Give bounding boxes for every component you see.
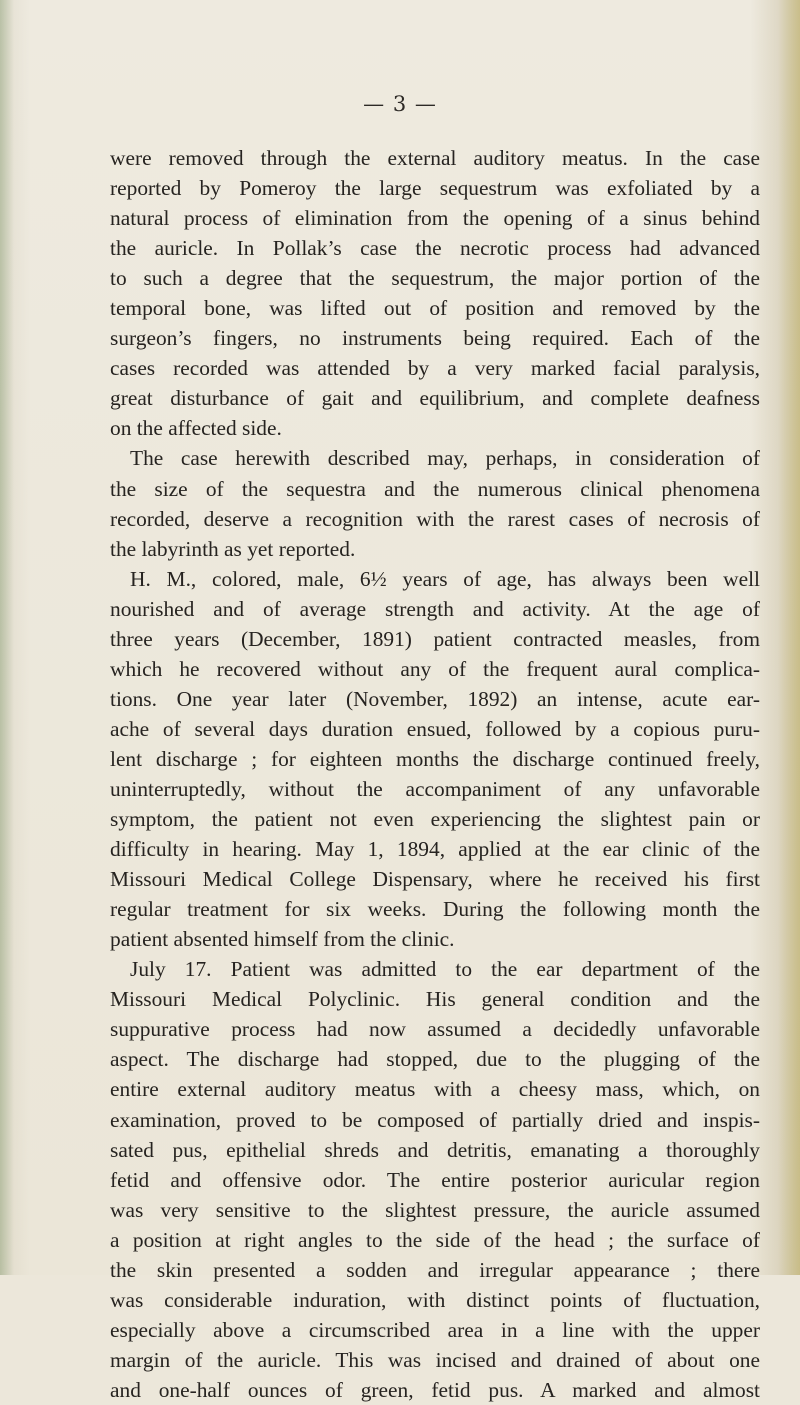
text-line: the skin presented a sodden and irregular appearance ; there <box>110 1257 760 1282</box>
text-line: sated pus, epithelial shreds and detritis, emanating a thoroughly <box>110 1137 760 1162</box>
text-line: aspect. The discharge had stopped, due to the plugging of the <box>110 1047 760 1072</box>
text-line: examination, proved to be composed of partially dried and inspis- <box>110 1107 760 1132</box>
text-line: a position at right angles to the side of the head ; the surface of <box>110 1227 760 1252</box>
text-line: was very sensitive to the slightest pressure, the auricle assumed <box>110 1197 760 1222</box>
text-line: reported by Pomeroy the large sequestrum was exfoliated by a <box>110 176 760 201</box>
text-line: natural process of elimination from the opening of a sinus behind <box>110 206 760 231</box>
text-line: lent discharge ; for eighteen months the discharge continued freely, <box>110 746 760 771</box>
text-line: great disturbance of gait and equilibrium, and complete deafness <box>110 386 760 411</box>
text-line: difficulty in hearing. May 1, 1894, applied at the ear clinic of the <box>110 837 760 862</box>
text-line: margin of the auricle. This was incised and drained of about one <box>110 1347 760 1372</box>
text-line: suppurative process had now assumed a decidedly unfavorable <box>110 1017 760 1042</box>
text-line: cases recorded was attended by a very marked facial paralysis, <box>110 356 760 381</box>
page-right-edge <box>778 0 800 1275</box>
page-number: — 3 — <box>363 92 437 116</box>
text-line: which he recovered without any of the frequent aural complica- <box>110 656 760 681</box>
text-line: entire external auditory meatus with a cheesy mass, which, on <box>110 1077 760 1102</box>
text-line: patient absented himself from the clinic. <box>110 927 455 952</box>
text-line: was considerable induration, with distinct points of fluctuation, <box>110 1287 760 1312</box>
text-line: recorded, deserve a recognition with the rarest cases of necrosis of <box>110 506 760 531</box>
text-line: the labyrinth as yet reported. <box>110 536 356 561</box>
text-line: symptom, the patient not even experiencing the slightest pain or <box>110 807 760 832</box>
text-line: especially above a circumscribed area in a line with the upper <box>110 1317 760 1342</box>
text-line: uninterruptedly, without the accompaniment of any unfavorable <box>110 776 760 801</box>
text-line: tions. One year later (November, 1892) an intense, acute ear- <box>110 686 760 711</box>
text-line: to such a degree that the sequestrum, the major portion of the <box>110 266 760 291</box>
text-line: ache of several days duration ensued, followed by a copious puru- <box>110 716 760 741</box>
text-line: July 17. Patient was admitted to the ear department of the <box>130 957 760 982</box>
page-left-edge <box>0 0 14 1275</box>
text-line: regular treatment for six weeks. During the following month the <box>110 897 760 922</box>
text-line: fetid and offensive odor. The entire posterior auricular region <box>110 1167 760 1192</box>
text-line: were removed through the external auditory meatus. In the case <box>110 146 760 170</box>
text-line: Missouri Medical College Dispensary, where he received his first <box>110 867 760 892</box>
text-line: the size of the sequestra and the numerous clinical phenomena <box>110 476 760 501</box>
text-line: Missouri Medical Polyclinic. His general condition and the <box>110 987 760 1012</box>
text-line: the auricle. In Pollak’s case the necrotic process had advanced <box>110 236 760 261</box>
body-text <box>110 143 760 1405</box>
text-line: surgeon’s fingers, no instruments being required. Each of the <box>110 326 760 351</box>
text-line: three years (December, 1891) patient contracted measles, from <box>110 626 760 651</box>
text-line: on the affected side. <box>110 416 282 441</box>
text-line: H. M., colored, male, 6½ years of age, has always been well <box>130 566 760 591</box>
text-line: temporal bone, was lifted out of position and removed by the <box>110 296 760 321</box>
text-line: and one-half ounces of green, fetid pus. A marked and almost <box>110 1377 760 1402</box>
text-line: The case herewith described may, perhaps, in consideration of <box>130 446 760 471</box>
text-line: nourished and of average strength and activity. At the age of <box>110 596 760 621</box>
